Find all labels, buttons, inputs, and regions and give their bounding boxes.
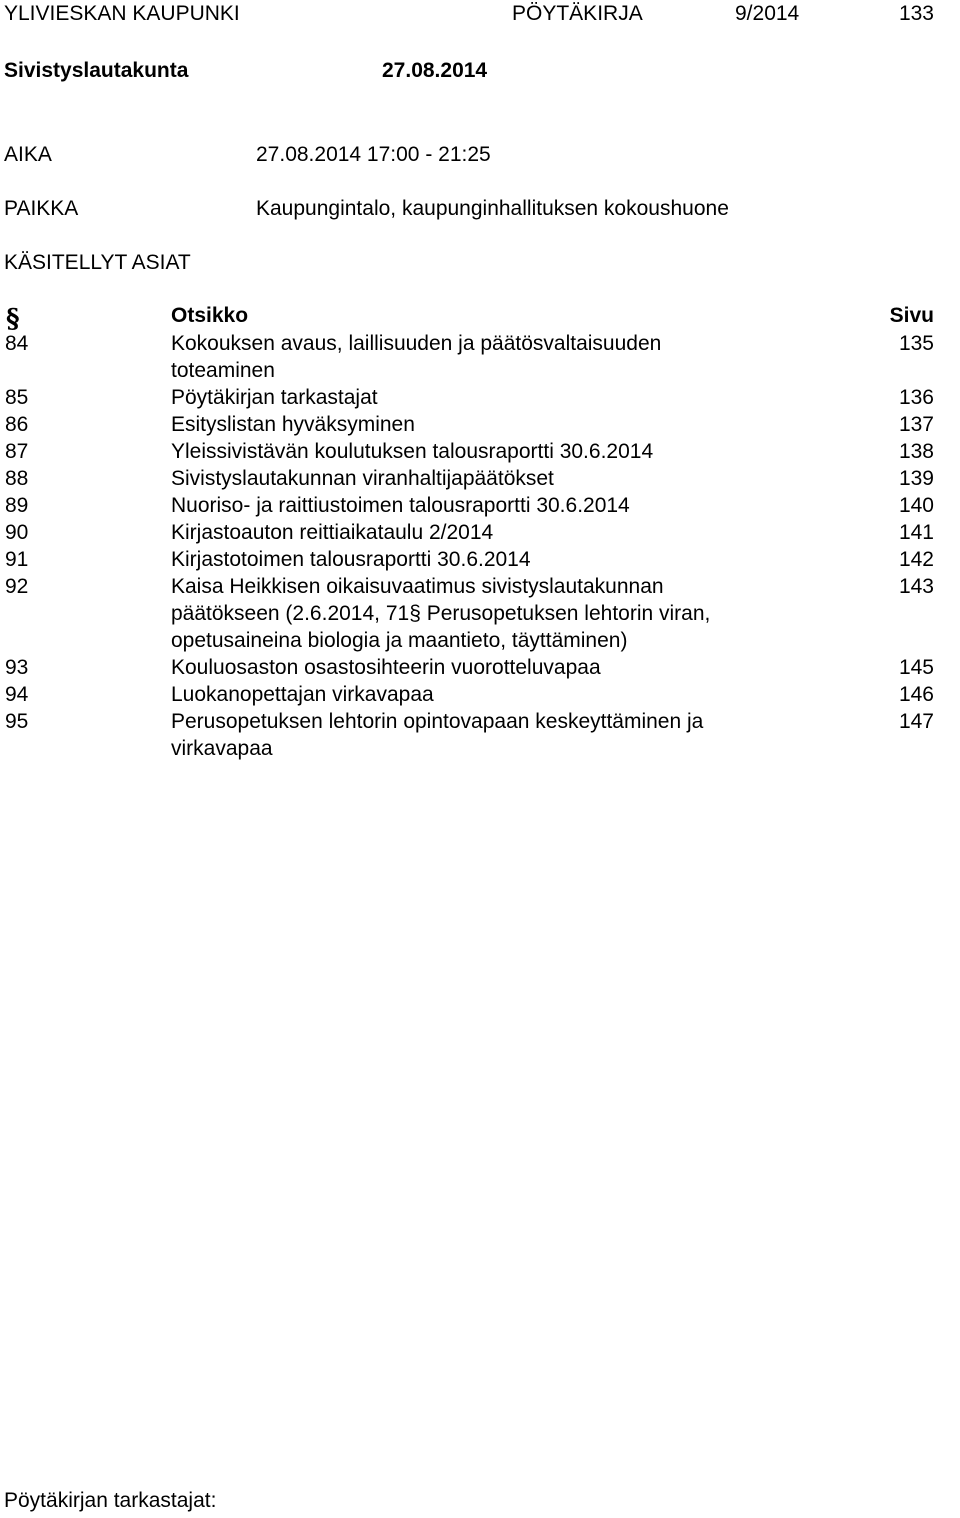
agenda-item-number: 92 <box>5 575 29 598</box>
agenda-item-number: 94 <box>5 683 29 706</box>
column-page-header: Sivu <box>889 304 934 327</box>
agenda-item-number: 95 <box>5 710 29 733</box>
agenda-item-page: 140 <box>898 494 934 517</box>
agenda-item <box>0 654 960 681</box>
agenda-item <box>0 411 960 438</box>
agenda-item-title: Pöytäkirjan tarkastajat <box>171 386 378 409</box>
time-label: AIKA <box>4 143 52 166</box>
place-label: PAIKKA <box>4 197 79 220</box>
agenda-item-title: Nuoriso- ja raittiustoimen talousraportti 30.6.2014 <box>171 494 630 517</box>
agenda-item-title: Luokanopettajan virkavapaa <box>171 683 434 706</box>
agenda-item-title: Kouluosaston osastosihteerin vuorotteluvapaa <box>171 656 601 679</box>
agenda-item <box>0 492 960 519</box>
agenda-item-title: Kokouksen avaus, laillisuuden ja päätösvaltaisuuden toteaminen <box>171 332 662 382</box>
agenda-item <box>0 546 960 573</box>
agenda-item-number: 84 <box>5 332 29 355</box>
agenda-item <box>0 465 960 492</box>
agenda-item <box>0 384 960 411</box>
time-value: 27.08.2014 17:00 - 21:25 <box>256 143 491 166</box>
agenda-item <box>0 330 960 384</box>
agenda-item-page: 137 <box>898 413 934 436</box>
agenda-item-number: 85 <box>5 386 29 409</box>
agenda-item-page: 139 <box>898 467 934 490</box>
agenda-item-page: 141 <box>898 521 934 544</box>
document-type: PÖYTÄKIRJA <box>512 2 643 25</box>
agenda-item <box>0 573 960 654</box>
agenda-item <box>0 681 960 708</box>
document-number: 9/2014 <box>735 2 800 25</box>
agenda-item-number: 87 <box>5 440 29 463</box>
agenda-item-title: Yleissivistävän koulutuksen talousraportti 30.6.2014 <box>171 440 654 463</box>
agenda-table-header <box>0 302 960 330</box>
agenda-item-number: 90 <box>5 521 29 544</box>
agenda-item-title: Kirjastotoimen talousraportti 30.6.2014 <box>171 548 531 571</box>
agenda-item-number: 88 <box>5 467 29 490</box>
agenda-item-page: 143 <box>898 575 934 598</box>
agenda-item-page: 146 <box>898 683 934 706</box>
meeting-date: 27.08.2014 <box>382 59 488 82</box>
agenda-item-title: Sivistyslautakunnan viranhaltijapäätökset <box>171 467 554 490</box>
agenda-item-page: 136 <box>898 386 934 409</box>
agenda-item-page: 138 <box>898 440 934 463</box>
agenda-item-number: 91 <box>5 548 29 571</box>
agenda-item <box>0 438 960 465</box>
page-number: 133 <box>898 2 934 25</box>
agenda-item-title: Kaisa Heikkisen oikaisuvaatimus sivistyslautakunnan päätökseen (2.6.2014, 71§ Perusopetuksen lehtorin viran, opetusaineina biologia ja maantieto, täyttäminen) <box>171 575 711 652</box>
svg-text:§: § <box>6 305 20 331</box>
agenda-item-number: 89 <box>5 494 29 517</box>
agenda-item <box>0 519 960 546</box>
place-value: Kaupungintalo, kaupunginhallituksen kokoushuone <box>256 197 729 220</box>
agenda-item-title: Esityslistan hyväksyminen <box>171 413 415 436</box>
agenda-item-number: 86 <box>5 413 29 436</box>
organ-name: Sivistyslautakunta <box>4 59 189 82</box>
column-title-header: Otsikko <box>171 304 249 327</box>
agenda-item <box>0 708 960 762</box>
agenda-item-page: 145 <box>898 656 934 679</box>
agenda-item-page: 142 <box>898 548 934 571</box>
agenda-heading: KÄSITELLYT ASIAT <box>4 251 191 274</box>
agenda-item-number: 93 <box>5 656 29 679</box>
agenda-item-list <box>0 330 960 762</box>
section-sign-icon <box>5 305 27 331</box>
agenda-item-title: Kirjastoauton reittiaikataulu 2/2014 <box>171 521 494 544</box>
agenda-item-title: Perusopetuksen lehtorin opintovapaan keskeyttäminen ja virkavapaa <box>171 710 704 760</box>
agenda-item-page: 147 <box>898 710 934 733</box>
agenda-item-page: 135 <box>898 332 934 355</box>
city-name: YLIVIESKAN KAUPUNKI <box>4 2 240 25</box>
signature-label: Pöytäkirjan tarkastajat: <box>4 1489 217 1512</box>
agenda-table <box>0 302 960 762</box>
